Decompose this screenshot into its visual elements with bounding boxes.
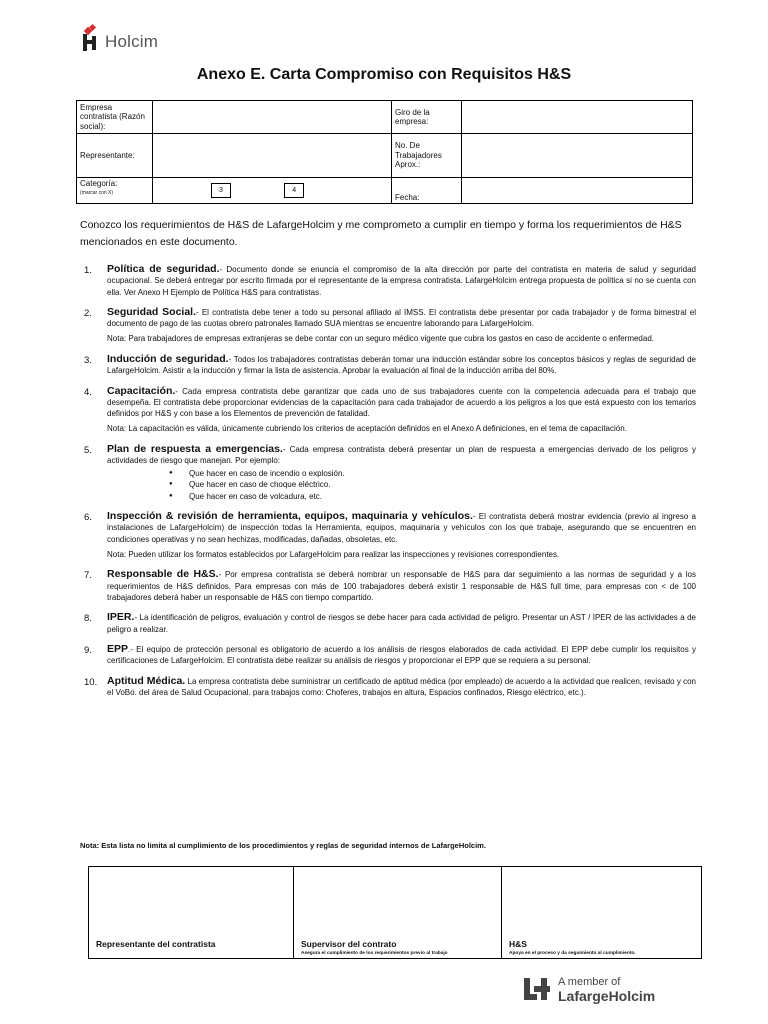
requirement-heading: Inducción de seguridad.	[107, 352, 229, 365]
requirement-item	[80, 307, 696, 345]
requirement-body	[107, 444, 696, 467]
requirement-body	[107, 511, 696, 545]
list-item: ● Que hacer en caso de incendio o explosión.	[169, 468, 696, 480]
requirement-number: 9.	[84, 644, 92, 656]
requirement-number: 10.	[84, 676, 98, 688]
requirement-heading: Política de seguridad.	[107, 263, 220, 275]
signature-label: H&S	[509, 939, 527, 949]
requirement-heading: Plan de respuesta a emergencias.	[107, 442, 283, 455]
requirement-text: - Por empresa contratista se deberá nombrar un responsable de H&S para dar seguimiento a las normas de seguridad y a los requerimientos de H&S definidos. Para empresas con más de 100 trabajadores deberá existir 1 responsable de H&S full time, para empresas con < de 100 trabajadores deberá haber un responsable de H&S con tiempo compartido.	[107, 570, 696, 603]
requirement-heading: IPER.	[107, 611, 135, 624]
requirement-text: - Cada empresa contratista deberá presentar un plan de respuesta a emergencias derivado de los peligros y actividades de riesgo que manejan. Por ejemplo:	[107, 444, 696, 466]
empresa-field[interactable]	[153, 101, 392, 134]
signature-sublabel: Asegura el cumplimiento de los requerimientos previo al trabajo	[301, 951, 448, 956]
signature-box	[88, 866, 702, 959]
trabajadores-field[interactable]	[462, 134, 693, 178]
lafargeholcim-wordmark: LafargeHolcim	[558, 988, 656, 1004]
giro-label: Giro de la empresa:	[392, 101, 462, 134]
requirement-item	[80, 511, 696, 560]
categoria-label: Categoría:	[80, 179, 118, 188]
requirement-item	[80, 676, 696, 699]
categoria-options	[153, 178, 392, 204]
fecha-label: Fecha:	[392, 178, 462, 204]
requirement-body	[107, 307, 696, 330]
requirement-number: 3.	[84, 354, 92, 366]
list-item: ● Que hacer en caso de volcadura, etc.	[169, 491, 696, 503]
signature-sublabel: Apoya en el proceso y da seguimiento al cumplimiento.	[509, 951, 636, 956]
requirement-text: - El contratista deberá mostrar evidencia (previo al ingreso a instalaciones de LafargeHolcim) de inspección todas la Herramienta, equipos, maquinaria y vehículos con los que trabaje, asegurando que se encuentren en condiciones operativas y no sean hechizas, modificadas, dañadas, obsoletas, etc.	[107, 512, 696, 544]
requirement-body	[107, 264, 696, 298]
requirement-item	[80, 264, 696, 298]
contractor-form-table	[76, 100, 693, 204]
requirement-note: Nota: Para trabajadores de empresas extranjeras se debe contar con un seguro médico vigente que cubra los gastos en caso de accidente o enfermedad.	[107, 334, 654, 344]
final-note: Nota: Esta lista no limita al cumplimiento de los procedimientos y reglas de seguridad internos de LafargeHolcim.	[80, 841, 486, 850]
requirement-text: - La identificación de peligros, evaluación y control de riesgos se debe hacer para cada actividad de peligro. Presentar un AST / IPER de las actividades a de peligro a realizar.	[107, 613, 696, 634]
categoria-cell	[77, 178, 153, 204]
requirement-item	[80, 644, 696, 667]
signature-hs[interactable]	[502, 867, 701, 958]
requirement-item	[80, 354, 696, 377]
requirement-number: 1.	[84, 265, 92, 276]
requirement-heading: Seguridad Social.	[107, 305, 197, 318]
giro-field[interactable]	[462, 101, 693, 134]
signature-label: Representante del contratista	[96, 939, 216, 949]
requirement-item	[80, 444, 696, 502]
requirement-body	[107, 386, 696, 420]
requirement-text: La empresa contratista debe suministrar un certificado de aptitud médica (por empleado) de acuerdo a la actividad que realicen, revisado y con el VoBo. del área de Salud Ocupacional. para trabajos como: Choferes, trabajos en altura, Espacios confinados, Riesgo eléctrico, etc.).	[107, 676, 696, 697]
requirement-number: 7.	[84, 570, 92, 582]
requirement-body	[107, 569, 696, 603]
requirement-number: 4.	[84, 386, 92, 398]
requirement-item	[80, 612, 696, 635]
emergency-examples-list	[169, 468, 696, 503]
requirement-heading: Capacitación.	[107, 384, 176, 397]
requirement-heading: Aptitud Médica.	[107, 674, 186, 687]
representante-label: Representante:	[77, 134, 153, 178]
empresa-label: Empresa contratista (Razón social):	[77, 101, 153, 134]
categoria-sublabel: (marcar con X)	[80, 189, 114, 196]
commitment-intro: Conozco los requerimientos de H&S de LafargeHolcim y me comprometo a cumplir en tiempo y forma los requerimientos de H&S mencionados en este documento.	[80, 219, 682, 248]
trabajadores-label: No. De Trabajadores Aprox.:	[392, 134, 462, 178]
requirement-body	[107, 676, 696, 699]
requirement-number: 8.	[84, 613, 92, 625]
requirement-text: - Todos los trabajadores contratistas deberán tomar una inducción estándar sobre los conceptos básicos y reglas de seguridad de LafargeHolcim. Asistir a la inducción y firmar la lista de asistencia. Aprobar la evaluación al final de la inducción arriba del 80%.	[107, 354, 697, 376]
document-title: Anexo E. Carta Compromiso con Requisitos H&S	[196, 66, 572, 83]
holcim-logo	[80, 24, 158, 52]
category-4-checkbox[interactable]: 4	[284, 183, 304, 198]
requirement-body	[107, 612, 696, 635]
requirement-body	[107, 354, 696, 377]
requirement-note: Nota: La capacitación es válida, únicamente cubriendo los criterios de aceptación definidos en el Anexo A definiciones, en el tema de capacitación.	[107, 424, 627, 434]
signature-representante[interactable]	[89, 867, 294, 958]
fecha-field[interactable]	[462, 178, 693, 204]
requirement-text: - El contratista debe tener a todo su personal afiliado al IMSS. El contratista debe presentar por cada trabajador y de forma bimestral el documento de pago de las cuotas obrero patronales llamado SUA mientras se encuentre laborando para LafargeHolcim.	[107, 307, 696, 329]
requirement-body	[107, 644, 696, 667]
requirement-text: - Documento donde se enuncia el compromiso de la alta dirección por parte del contratista en materia de salud y seguridad ocupacional. Se deberá entregar por escrito firmada por el representante de la empresa contratista. LafargeHolcim entrega propuesta de política si no se cuenta con ella. Ver Anexo H Ejemplo de Política H&S para contratistas.	[107, 265, 696, 297]
requirements-list	[80, 264, 696, 707]
signature-label: Supervisor del contrato	[301, 939, 397, 949]
requirement-heading: Inspección & revisión de herramienta, equipos, maquinaria y vehículos.	[107, 510, 473, 523]
representante-field[interactable]	[153, 134, 392, 178]
requirement-note: Nota: Pueden utilizar los formatos establecidos por LafargeHolcim para realizar las inspecciones y revisiones correspondientes.	[107, 549, 560, 559]
requirement-heading: Responsable de H&S.	[107, 568, 219, 581]
member-of-text: A member of	[558, 976, 621, 988]
requirement-number: 6.	[84, 512, 92, 524]
requirement-number: 2.	[84, 307, 92, 319]
requirement-number: 5.	[84, 444, 92, 456]
signature-supervisor[interactable]	[294, 867, 502, 958]
lafargeholcim-logo-icon	[524, 976, 550, 1002]
holcim-logo-text: Holcim	[105, 32, 159, 51]
requirement-item	[80, 569, 696, 603]
lafargeholcim-member-logo	[524, 975, 655, 1003]
requirement-text: - Cada empresa contratista debe garantizar que cada uno de sus trabajadores cuente con la competencia adecuada para el trabajo que desempeña. El contratista debe proporcionar evidencias de la capacitación para cada trabajador de acuerdo a los peligros a los que está expuesto con los temarios definidos por H&S y con base a los Elementos de prevención de fatalidad.	[107, 386, 696, 419]
requirement-heading: EPP	[107, 642, 129, 655]
requirement-item	[80, 386, 696, 435]
category-3-checkbox[interactable]: 3	[211, 183, 231, 198]
requirement-text: .- El equipo de protección personal es obligatorio de acuerdo a los análisis de riesgos elaborados de cada actividad. El EPP debe cumplir los requisitos y certificaciones de LafargeHolcim. El contratista debe realizar su análisis de riesgos y proporcionar el EPP que se requiera a su personal.	[107, 644, 696, 666]
list-item: ● Que hacer en caso de choque eléctrico.	[169, 479, 696, 491]
holcim-logo-icon	[80, 24, 104, 52]
